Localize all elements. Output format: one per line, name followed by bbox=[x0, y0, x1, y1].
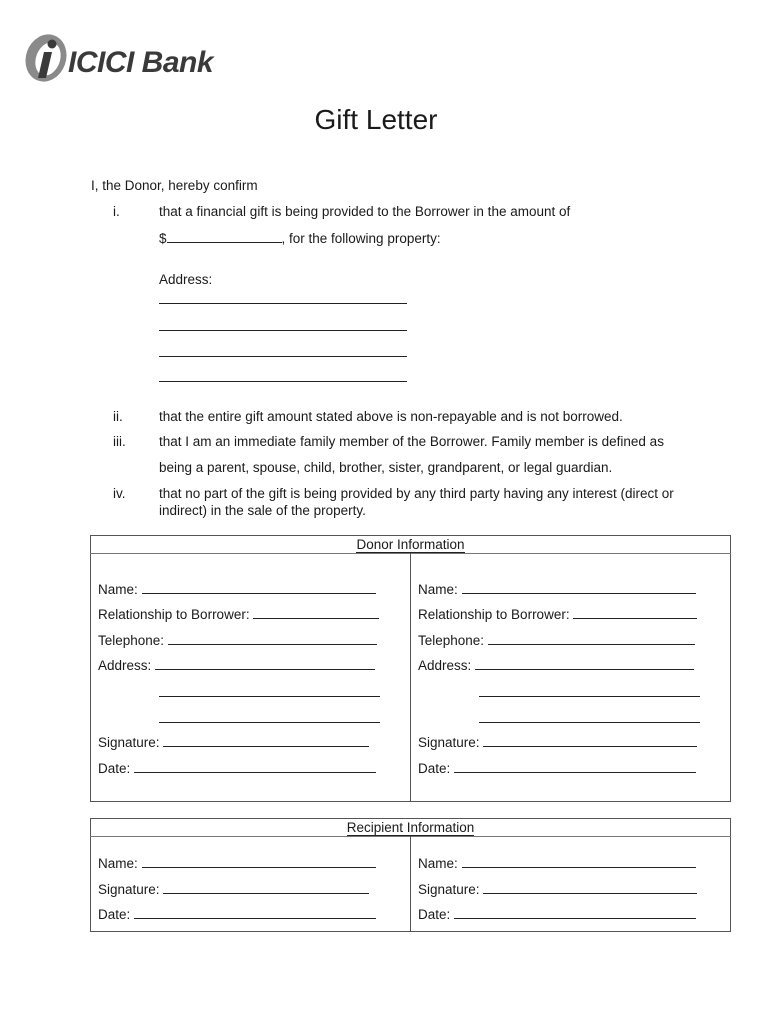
donor2-address-line-field[interactable] bbox=[479, 684, 700, 697]
donor-relationship-field: Relationship to Borrower: bbox=[98, 606, 379, 622]
recipient2-date-field: Date: bbox=[418, 906, 696, 922]
donor-address-field: Address: bbox=[98, 657, 375, 673]
clause-text-cont: being a parent, spouse, child, brother, sister, grandparent, or legal guardian. bbox=[159, 460, 613, 475]
clause-number: iv. bbox=[113, 486, 126, 501]
amount-line bbox=[159, 230, 441, 246]
donor-telephone-field: Telephone: bbox=[98, 632, 377, 648]
clause-number: i. bbox=[113, 204, 120, 219]
recipient-info-header: Recipient Information bbox=[346, 820, 475, 835]
donor-address-line-field[interactable] bbox=[159, 684, 380, 697]
clause-text: that I am an immediate family member of the Borrower. Family member is defined as bbox=[159, 434, 664, 449]
donor2-name-field: Name: bbox=[418, 581, 696, 597]
address-line-field[interactable] bbox=[159, 317, 407, 331]
donor-signature-field: Signature: bbox=[98, 734, 369, 750]
clause-text: that the entire gift amount stated above is non-repayable and is not borrowed. bbox=[159, 409, 623, 424]
recipient-signature-field: Signature: bbox=[98, 881, 369, 897]
clause-text: that a financial gift is being provided to the Borrower in the amount of bbox=[159, 204, 571, 219]
intro-text: I, the Donor, hereby confirm bbox=[91, 178, 258, 193]
donor2-date-field: Date: bbox=[418, 760, 696, 776]
recipient2-signature-field: Signature: bbox=[418, 881, 697, 897]
address-line-field[interactable] bbox=[159, 368, 407, 382]
donor-date-field: Date: bbox=[98, 760, 376, 776]
clause-number: iii. bbox=[113, 434, 126, 449]
clause-text-cont: indirect) in the sale of the property. bbox=[159, 503, 366, 518]
page-title: Gift Letter bbox=[314, 104, 438, 135]
address-label: Address: bbox=[159, 272, 213, 287]
donor2-telephone-field: Telephone: bbox=[418, 632, 695, 648]
donor-name-field: Name: bbox=[98, 581, 376, 597]
recipient-name-field: Name: bbox=[98, 855, 376, 871]
clause-text: that no part of the gift is being provided by any third party having any interest (direct or bbox=[159, 486, 674, 501]
amount-field[interactable] bbox=[167, 230, 282, 243]
clause-number: ii. bbox=[113, 409, 123, 424]
amount-suffix: , for the following property: bbox=[281, 231, 441, 246]
address-line-field[interactable] bbox=[159, 290, 407, 304]
currency-symbol: $ bbox=[159, 231, 167, 246]
recipient2-name-field: Name: bbox=[418, 855, 696, 871]
donor2-address-line-field[interactable] bbox=[479, 710, 700, 723]
donor2-address-field: Address: bbox=[418, 657, 694, 673]
donor-info-header: Donor Information bbox=[356, 537, 465, 552]
donor2-signature-field: Signature: bbox=[418, 734, 697, 750]
bank-logo-text: ICICI Bank bbox=[68, 46, 214, 79]
donor-address-line-field[interactable] bbox=[159, 710, 380, 723]
donor2-relationship-field: Relationship to Borrower: bbox=[418, 606, 697, 622]
divider bbox=[410, 836, 411, 931]
divider bbox=[410, 553, 411, 801]
recipient-date-field: Date: bbox=[98, 906, 376, 922]
address-line-field[interactable] bbox=[159, 343, 407, 357]
